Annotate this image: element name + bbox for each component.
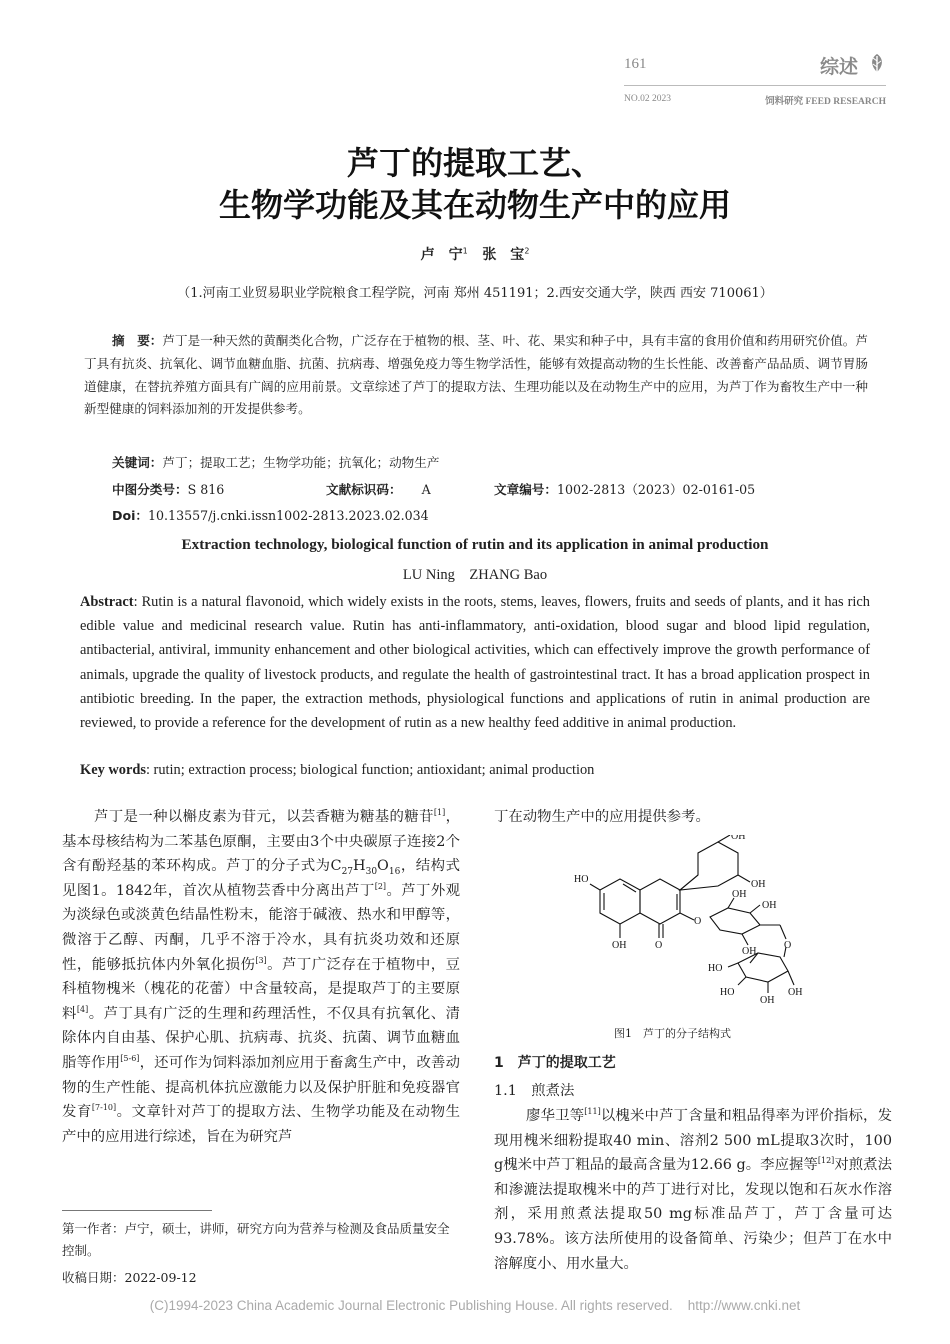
- citation: [3]: [255, 955, 267, 965]
- issue-number: NO.02 2023: [624, 94, 671, 104]
- title-line-2: 生物学功能及其在动物生产中的应用: [218, 186, 731, 224]
- authors: [0, 244, 950, 264]
- copyright-watermark: (C)1994-2023 China Academic Journal Electronic Publishing House. All rights reserved. http://www.cnki.net: [149, 1298, 801, 1313]
- fig-label-o: O: [694, 916, 702, 927]
- footnote-rule: [62, 1210, 212, 1211]
- citation: [5-6]: [120, 1054, 140, 1064]
- keywords-cn-label: 关键词：: [112, 455, 163, 470]
- citation: [11]: [584, 1107, 601, 1117]
- author-2-affil: 2: [524, 246, 530, 256]
- doi-value: 10.13557/j.cnki.issn1002-2813.2023.02.034: [148, 508, 429, 523]
- section-heading: 1 芦丁的提取工艺: [494, 1055, 616, 1071]
- section-leaf-icon: [866, 52, 888, 78]
- fig-label-oh: OH: [731, 835, 746, 842]
- doc-code-label: 文献标识码：: [326, 482, 402, 497]
- clc-label: 中图分类号：: [112, 482, 188, 497]
- abstract-cn: [84, 330, 868, 421]
- fig-label-oh: OH: [788, 987, 803, 998]
- fig-label-ho: HO: [574, 874, 589, 885]
- article-number-value: 1002-2813（2023）02-0161-05: [556, 482, 756, 497]
- page-number: 161: [624, 56, 647, 72]
- fig-label-ho: HO: [720, 987, 735, 998]
- english-authors: LU Ning ZHANG Bao: [402, 567, 548, 583]
- doi-line: [112, 505, 429, 524]
- keywords-en-label: Key words: [80, 762, 146, 778]
- citation: [12]: [817, 1156, 835, 1166]
- citation: [1]: [433, 808, 446, 818]
- abstract-en-label: Abstract: [80, 594, 134, 610]
- body-right-paragraph: 廖华卫等[11]以槐米中芦丁含量和粗品得率为评价指标，发现用槐米细粉提取40 min、溶剂2 500 mL提取3次时，100 g槐米中芦丁粗品的最高含量为12.66 g。李应握等[12]对煎煮法和渗漉法提取槐米中的芦丁进行对比，发现以饱和石灰水作溶剂，采用煎煮法提取50 mg标准品芦丁，芦丁含量可达93.78%。该方法所使用的设备简单、污染少；但芦丁在水中溶解度小、用水量大。: [494, 1107, 892, 1272]
- received-date: 收稿日期：2022-09-12: [62, 1270, 197, 1285]
- fig-label-oh: OH: [612, 940, 627, 951]
- fig-label-o: O: [655, 940, 663, 951]
- fig-label-o: O: [784, 940, 792, 951]
- fig-label-oh: OH: [732, 889, 747, 900]
- classification-line: [112, 479, 755, 498]
- abstract-en: [80, 590, 870, 735]
- section-label: 综述: [820, 56, 859, 78]
- subsection-heading: 1.1 煎煮法: [494, 1083, 575, 1099]
- rutin-structure-figure: [570, 835, 810, 1024]
- abstract-en-text: : Rutin is a natural flavonoid, which widely exists in the roots, stems, leaves, flowers, fruits and seeds of plants, and it has rich edible value and medicinal research value. Rutin has anti-inflammatory, anti-oxidation, blood sugar and blood lipid regulation, antibacterial, antiviral, immunity enhancement and other biological activities, which can effectively improve the growth performance of animals, upgrade the quality of livestock products, and regulate the health of gastrointestinal tract. It has a broad application prospect in antibiotic breeding. In the paper, the extraction methods, physiological functions and applications of rutin in animal production are reviewed, to provide a reference for the development of rutin as a new healthy feed additive in animal production.: [80, 594, 870, 732]
- abstract-cn-label: 摘 要：: [112, 333, 163, 348]
- journal-name: 饲料研究 FEED RESEARCH: [765, 97, 886, 107]
- fig-label-oh: OH: [751, 879, 766, 890]
- citation: [2]: [374, 881, 387, 891]
- citation: [4]: [76, 1004, 89, 1014]
- body-right-continuation: 丁在动物生产中的应用提供参考。: [494, 809, 710, 825]
- keywords-cn: [112, 452, 439, 471]
- header-rule: [624, 85, 886, 86]
- title-line-1: 芦丁的提取工艺、: [346, 144, 603, 182]
- keywords-en: [80, 762, 594, 779]
- doc-code-value: A: [421, 482, 431, 497]
- doi-label: Doi：: [112, 508, 149, 523]
- author-2: 张 宝: [482, 247, 525, 263]
- fig-label-oh: OH: [742, 946, 757, 957]
- author-1: 卢 宁: [420, 247, 463, 263]
- keywords-cn-text: 芦丁；提取工艺；生物学功能；抗氧化；动物生产: [162, 455, 440, 470]
- clc-value: S 816: [187, 482, 225, 497]
- footnote-author: 第一作者：卢宁，硕士，讲师，研究方向为营养与检测及食品质量安全控制。: [62, 1221, 450, 1258]
- fig-label-ho: HO: [708, 963, 723, 974]
- article-number-label: 文章编号：: [494, 482, 557, 497]
- body-left-paragraph: 芦丁是一种以槲皮素为苷元，以芸香糖为糖基的糖苷[1]，基本母核结构为二苯基色原酮，主要由3个中央碳原子连接2个含有酚羟基的苯环构成。芦丁的分子式为$C_{27}H_{30}O_{16}$，结构式见图1。1842年，首次从植物芸香中分离出芦丁[2]。芦丁外观为淡绿色或淡黄色结晶性粉末，能溶于碱液、热水和甲醇等，微溶于乙醇、丙酮，几乎不溶于冷水，具有抗炎功效和还原性，能够抵抗体内外氧化损伤[3]。芦丁广泛存在于植物中，豆科植物槐米（槐花的花蕾）中含量较高，是提取芦丁的主要原料[4]。芦丁具有广泛的生理和药理活性，不仅具有抗氧化、清除体内自由基、保护心肌、抗病毒、抗炎、抗菌、调节血糖血脂等作用[5-6]，还可作为饲料添加剂应用于畜禽生产中，改善动物的生产性能、提高机体抗应激能力以及保护肝脏和免疫器官发育[7-10]。文章针对芦丁的提取方法、生物学功能及在动物生产中的应用进行综述，旨在为研究芦: [62, 808, 460, 1145]
- author-1-affil: 1: [462, 246, 468, 256]
- affiliation: （1.河南工业贸易职业学院粮食工程学院，河南 郑州 451191；2.西安交通大学，陕西 西安 710061）: [177, 286, 773, 301]
- english-title: Extraction technology, biological function of rutin and its application in animal production: [181, 536, 769, 553]
- keywords-en-text: : rutin; extraction process; biological function; antioxidant; animal production: [145, 762, 595, 778]
- fig-label-oh: OH: [760, 995, 775, 1006]
- fig-label-oh: OH: [762, 900, 777, 911]
- abstract-cn-text: 芦丁是一种天然的黄酮类化合物，广泛存在于植物的根、茎、叶、花、果实和种子中，具有丰富的食用价值和药用研究价值。芦丁具有抗炎、抗氧化、调节血糖血脂、抗菌、抗病毒、增强免疫力等生物学活性，能够有效提高动物的生长性能、改善畜产品品质、调节胃肠道健康，在替抗养殖方面具有广阔的应用前景。文章综述了芦丁的提取方法、生理功能以及在动物生产中的应用，为芦丁作为畜牧生产中一种新型健康的饲料添加剂的开发提供参考。: [84, 333, 869, 417]
- citation: [7-10]: [91, 1103, 117, 1113]
